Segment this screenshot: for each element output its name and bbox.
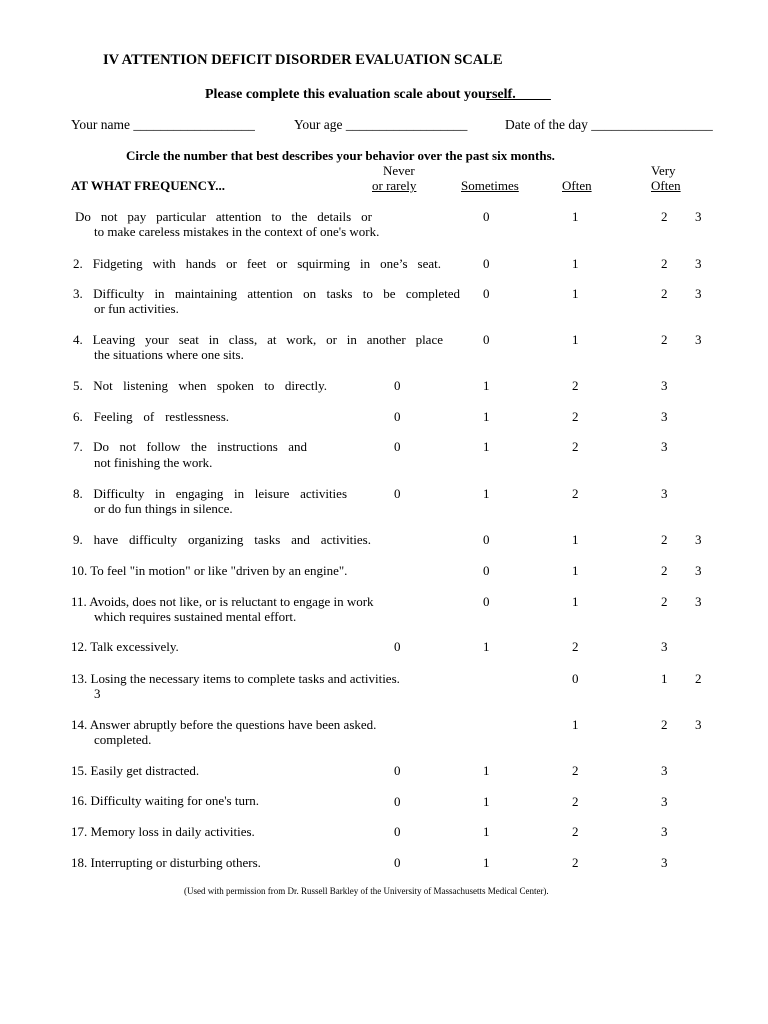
item-6-score[interactable]: 0 bbox=[394, 409, 401, 424]
item-5-score[interactable]: 3 bbox=[661, 378, 668, 393]
item-4-line2: the situations where one sits. bbox=[94, 347, 244, 362]
item-13-score[interactable]: 2 bbox=[695, 671, 702, 686]
item-5-line1: 5. Not listening when spoken to directly. bbox=[73, 378, 327, 393]
item-7-score[interactable]: 1 bbox=[483, 439, 490, 454]
item-16-score[interactable]: 1 bbox=[483, 794, 490, 809]
item-9-score[interactable]: 2 bbox=[661, 532, 668, 547]
item-16-score[interactable]: 0 bbox=[394, 794, 401, 809]
item-8-line2: or do fun things in silence. bbox=[94, 501, 233, 516]
item-9-line1: 9. have difficulty organizing tasks and activities. bbox=[73, 532, 371, 547]
item-12-score[interactable]: 3 bbox=[661, 639, 668, 654]
item-4-score[interactable]: 2 bbox=[661, 332, 668, 347]
instructions: Circle the number that best describes your behavior over the past six months. bbox=[126, 148, 555, 163]
item-17-score[interactable]: 0 bbox=[394, 824, 401, 839]
item-13-score[interactable]: 1 bbox=[661, 671, 668, 686]
footnote: (Used with permission from Dr. Russell Barkley of the University of Massachusetts Medical Center). bbox=[184, 886, 549, 896]
header-very: Very bbox=[651, 163, 676, 178]
item-2-line1: 2. Fidgeting with hands or feet or squirming in one’s seat. bbox=[73, 256, 441, 271]
item-13-score[interactable]: 0 bbox=[572, 671, 579, 686]
header-very-often: Often bbox=[651, 178, 681, 193]
item-4-text bbox=[73, 332, 443, 348]
item-5-score[interactable]: 0 bbox=[394, 378, 401, 393]
item-7-score[interactable]: 0 bbox=[394, 439, 401, 454]
item-12-score[interactable]: 0 bbox=[394, 639, 401, 654]
item-11-text: 11. Avoids, does not like, or is reluctant to engage in work bbox=[71, 594, 374, 609]
item-17-score[interactable]: 3 bbox=[661, 824, 668, 839]
item-17-score[interactable]: 1 bbox=[483, 824, 490, 839]
item-13-text: 13. Losing the necessary items to complete tasks and activities. bbox=[71, 671, 400, 686]
item-3-text bbox=[73, 286, 460, 302]
item-16-text: 16. Difficulty waiting for one's turn. bbox=[71, 793, 260, 808]
item-5-score[interactable]: 1 bbox=[483, 378, 490, 393]
item-1-line1: Do not pay particular attention to the details or bbox=[75, 209, 372, 224]
item-12-text: 12. Talk excessively. bbox=[71, 639, 179, 654]
date-field[interactable]: Date of the day __________________ bbox=[505, 117, 713, 132]
header-rarely: or rarely bbox=[372, 178, 417, 193]
header-sometimes: Sometimes bbox=[461, 178, 519, 193]
item-10-score[interactable]: 2 bbox=[661, 563, 668, 578]
item-14-score[interactable]: 2 bbox=[661, 717, 668, 732]
header-frequency: AT WHAT FREQUENCY... bbox=[71, 178, 225, 193]
item-3-score[interactable]: 1 bbox=[572, 286, 579, 301]
item-6-score[interactable]: 1 bbox=[483, 409, 490, 424]
item-12-score[interactable]: 2 bbox=[572, 639, 579, 654]
item-1-line2: to make careless mistakes in the context of one's work. bbox=[94, 224, 380, 239]
item-11-score[interactable]: 0 bbox=[483, 594, 490, 609]
item-5-text bbox=[73, 378, 327, 394]
item-14-score[interactable]: 1 bbox=[572, 717, 579, 732]
name-field[interactable]: Your name __________________ bbox=[71, 117, 255, 132]
item-7-line2: not finishing the work. bbox=[94, 455, 213, 470]
item-3-score[interactable]: 3 bbox=[695, 286, 702, 301]
item-9-score[interactable]: 3 bbox=[695, 532, 702, 547]
item-4-score[interactable]: 3 bbox=[695, 332, 702, 347]
item-2-score[interactable]: 2 bbox=[661, 256, 668, 271]
item-15-score[interactable]: 3 bbox=[661, 763, 668, 778]
item-5-score[interactable]: 2 bbox=[572, 378, 579, 393]
item-18-score[interactable]: 0 bbox=[394, 855, 401, 870]
header-often: Often bbox=[562, 178, 592, 193]
item-3-score[interactable]: 2 bbox=[661, 286, 668, 301]
item-4-line1: 4. Leaving your seat in class, at work, or in another place bbox=[73, 332, 443, 347]
item-7-text bbox=[73, 439, 307, 455]
age-field[interactable]: Your age __________________ bbox=[294, 117, 468, 132]
item-3-line1: 3. Difficulty in maintaining attention on tasks to be completed bbox=[73, 286, 460, 301]
item-16-score[interactable]: 3 bbox=[661, 794, 668, 809]
item-6-line1: 6. Feeling of restlessness. bbox=[73, 409, 229, 424]
item-14-text: 14. Answer abruptly before the questions have been asked. bbox=[71, 717, 377, 732]
item-1-score[interactable]: 0 bbox=[483, 209, 490, 224]
item-11-score[interactable]: 1 bbox=[572, 594, 579, 609]
item-10-text: 10. To feel "in motion" or like "driven by an engine". bbox=[71, 563, 348, 578]
item-2-score[interactable]: 1 bbox=[572, 256, 579, 271]
item-1-text bbox=[75, 209, 372, 225]
item-16-score[interactable]: 2 bbox=[572, 794, 579, 809]
item-10-score[interactable]: 3 bbox=[695, 563, 702, 578]
item-2-text bbox=[73, 256, 441, 272]
item-17-score[interactable]: 2 bbox=[572, 824, 579, 839]
item-11-score[interactable]: 3 bbox=[695, 594, 702, 609]
item-9-score[interactable]: 1 bbox=[572, 532, 579, 547]
page-title: IV ATTENTION DEFICIT DISORDER EVALUATION SCALE bbox=[103, 52, 503, 68]
item-7-line1: 7. Do not follow the instructions and bbox=[73, 439, 307, 454]
item-13-line2[interactable]: 3 bbox=[94, 686, 101, 701]
header-never: Never bbox=[383, 163, 415, 178]
item-3-score[interactable]: 0 bbox=[483, 286, 490, 301]
item-6-score[interactable]: 3 bbox=[661, 409, 668, 424]
item-8-text bbox=[73, 486, 347, 502]
page-subtitle bbox=[205, 87, 551, 103]
item-2-score[interactable]: 0 bbox=[483, 256, 490, 271]
item-18-score[interactable]: 2 bbox=[572, 855, 579, 870]
item-1-score[interactable]: 1 bbox=[572, 209, 579, 224]
item-15-score[interactable]: 1 bbox=[483, 763, 490, 778]
item-3-line2: or fun activities. bbox=[94, 301, 179, 316]
item-4-score[interactable]: 0 bbox=[483, 332, 490, 347]
item-15-text: 15. Easily get distracted. bbox=[71, 763, 200, 778]
item-7-score[interactable]: 3 bbox=[661, 439, 668, 454]
item-6-text bbox=[73, 409, 229, 425]
item-12-score[interactable]: 1 bbox=[483, 639, 490, 654]
item-1-score[interactable]: 2 bbox=[661, 209, 668, 224]
item-4-score[interactable]: 1 bbox=[572, 332, 579, 347]
item-9-score[interactable]: 0 bbox=[483, 532, 490, 547]
item-18-score[interactable]: 1 bbox=[483, 855, 490, 870]
item-17-text: 17. Memory loss in daily activities. bbox=[71, 824, 255, 839]
item-11-line2: which requires sustained mental effort. bbox=[94, 609, 297, 624]
item-10-score[interactable]: 0 bbox=[483, 563, 490, 578]
item-6-score[interactable]: 2 bbox=[572, 409, 579, 424]
item-2-score[interactable]: 3 bbox=[695, 256, 702, 271]
subtitle-underlined: rself._____ bbox=[485, 87, 551, 102]
item-8-score[interactable]: 0 bbox=[394, 486, 401, 501]
item-15-score[interactable]: 0 bbox=[394, 763, 401, 778]
item-7-score[interactable]: 2 bbox=[572, 439, 579, 454]
item-9-text bbox=[73, 532, 371, 548]
item-8-score[interactable]: 1 bbox=[483, 486, 490, 501]
item-8-line1: 8. Difficulty in engaging in leisure activities bbox=[73, 486, 347, 501]
item-14-line2: completed. bbox=[94, 732, 152, 747]
item-14-score[interactable]: 3 bbox=[695, 717, 702, 732]
item-11-score[interactable]: 2 bbox=[661, 594, 668, 609]
item-10-score[interactable]: 1 bbox=[572, 563, 579, 578]
item-8-score[interactable]: 2 bbox=[572, 486, 579, 501]
item-15-score[interactable]: 2 bbox=[572, 763, 579, 778]
subtitle-text: Please complete this evaluation scale about you bbox=[205, 87, 486, 102]
item-1-score[interactable]: 3 bbox=[695, 209, 702, 224]
item-18-score[interactable]: 3 bbox=[661, 855, 668, 870]
item-18-text: 18. Interrupting or disturbing others. bbox=[71, 855, 261, 870]
item-8-score[interactable]: 3 bbox=[661, 486, 668, 501]
